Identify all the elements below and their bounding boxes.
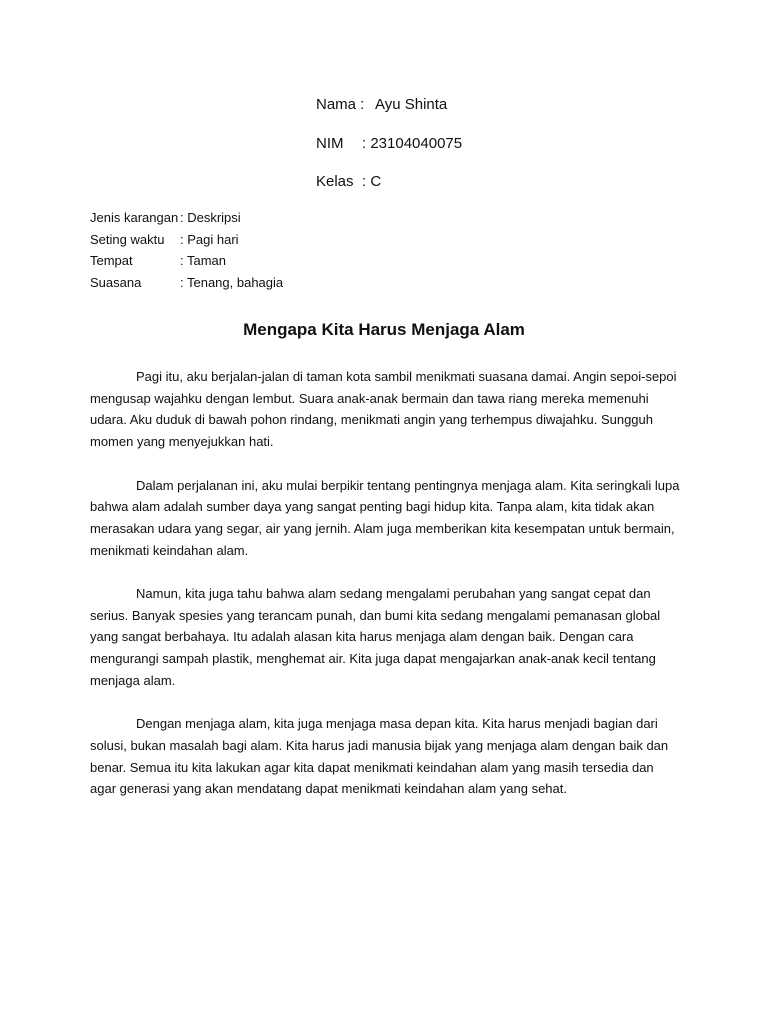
meta-row-genre — [90, 208, 283, 230]
meta-label: Tempat — [90, 253, 133, 269]
meta-label: Seting waktu — [90, 231, 165, 247]
nim-row — [316, 133, 462, 172]
essay-title — [0, 318, 768, 342]
essay-title-text: Mengapa Kita Harus Menjaga Alam — [243, 320, 525, 339]
meta-label: Jenis karangan — [90, 210, 179, 225]
meta-value: : Taman — [180, 253, 227, 269]
paragraph-3: Namun, kita juga tahu bahwa alam sedang mengalami perubahan yang sangat cepat dan serius. Banyak spesies yang terancam punah, dan bumi kita sedang mengalami pemanasan global yang sangat berbahaya. Itu adalah alasan kita harus menjaga alam dengan baik. Dengan cara mengurangi sampah plastik, menghemat air. Kita juga dapat mengajarkan anak-anak kecil tentang menjaga alam. — [90, 586, 661, 688]
meta-row-place — [90, 251, 283, 273]
student-identity — [316, 94, 462, 210]
name-row — [316, 94, 462, 133]
meta-row-time — [90, 230, 283, 252]
name-value: Ayu Shinta — [375, 96, 448, 113]
paragraph-4: Dengan menjaga alam, kita juga menjaga masa depan kita. Kita harus menjadi bagian dari solusi, bukan masalah bagi alam. Kita harus jadi manusia bijak yang menjaga alam dengan baik dan benar. Semua itu kita lakukan agar kita dapat menikmati keindahan alam yang masih tersedia dan agar generasi yang akan mendatang dapat menikmati keindahan alam yang sehat. — [90, 716, 669, 797]
meta-value: : Deskripsi — [180, 210, 241, 225]
name-label: Nama : — [316, 96, 365, 113]
essay-body — [90, 366, 680, 822]
nim-value: : 23104040075 — [362, 134, 463, 152]
meta-value: : Tenang, bahagia — [180, 274, 284, 290]
class-label: Kelas — [316, 173, 354, 190]
nim-label: NIM — [316, 134, 344, 152]
meta-row-mood — [90, 273, 283, 295]
essay-meta — [90, 208, 283, 294]
paragraph-1: Pagi itu, aku berjalan-jalan di taman kota sambil menikmati suasana damai. Angin sepoi-sepoi mengusap wajahku dengan lembut. Suara anak-anak bermain dan tawa riang mereka memenuhi udara. Aku duduk di bawah pohon rindang, menikmati angin yang terhempus diwajahku. Sungguh momen yang menyejukkan hati. — [90, 369, 677, 450]
meta-value: : Pagi hari — [180, 231, 239, 247]
meta-label: Suasana — [90, 274, 142, 290]
class-value: : C — [362, 173, 382, 190]
class-row — [316, 171, 462, 210]
paragraph-2: Dalam perjalanan ini, aku mulai berpikir tentang pentingnya menjaga alam. Kita seringkali lupa bahwa alam adalah sumber daya yang sangat penting bagi hidup kita. Tanpa alam, kita tidak akan merasakan udara yang segar, air yang jernih. Alam juga memberikan kita kesempatan untuk bermain, menikmati keindahan alam. — [90, 477, 680, 558]
